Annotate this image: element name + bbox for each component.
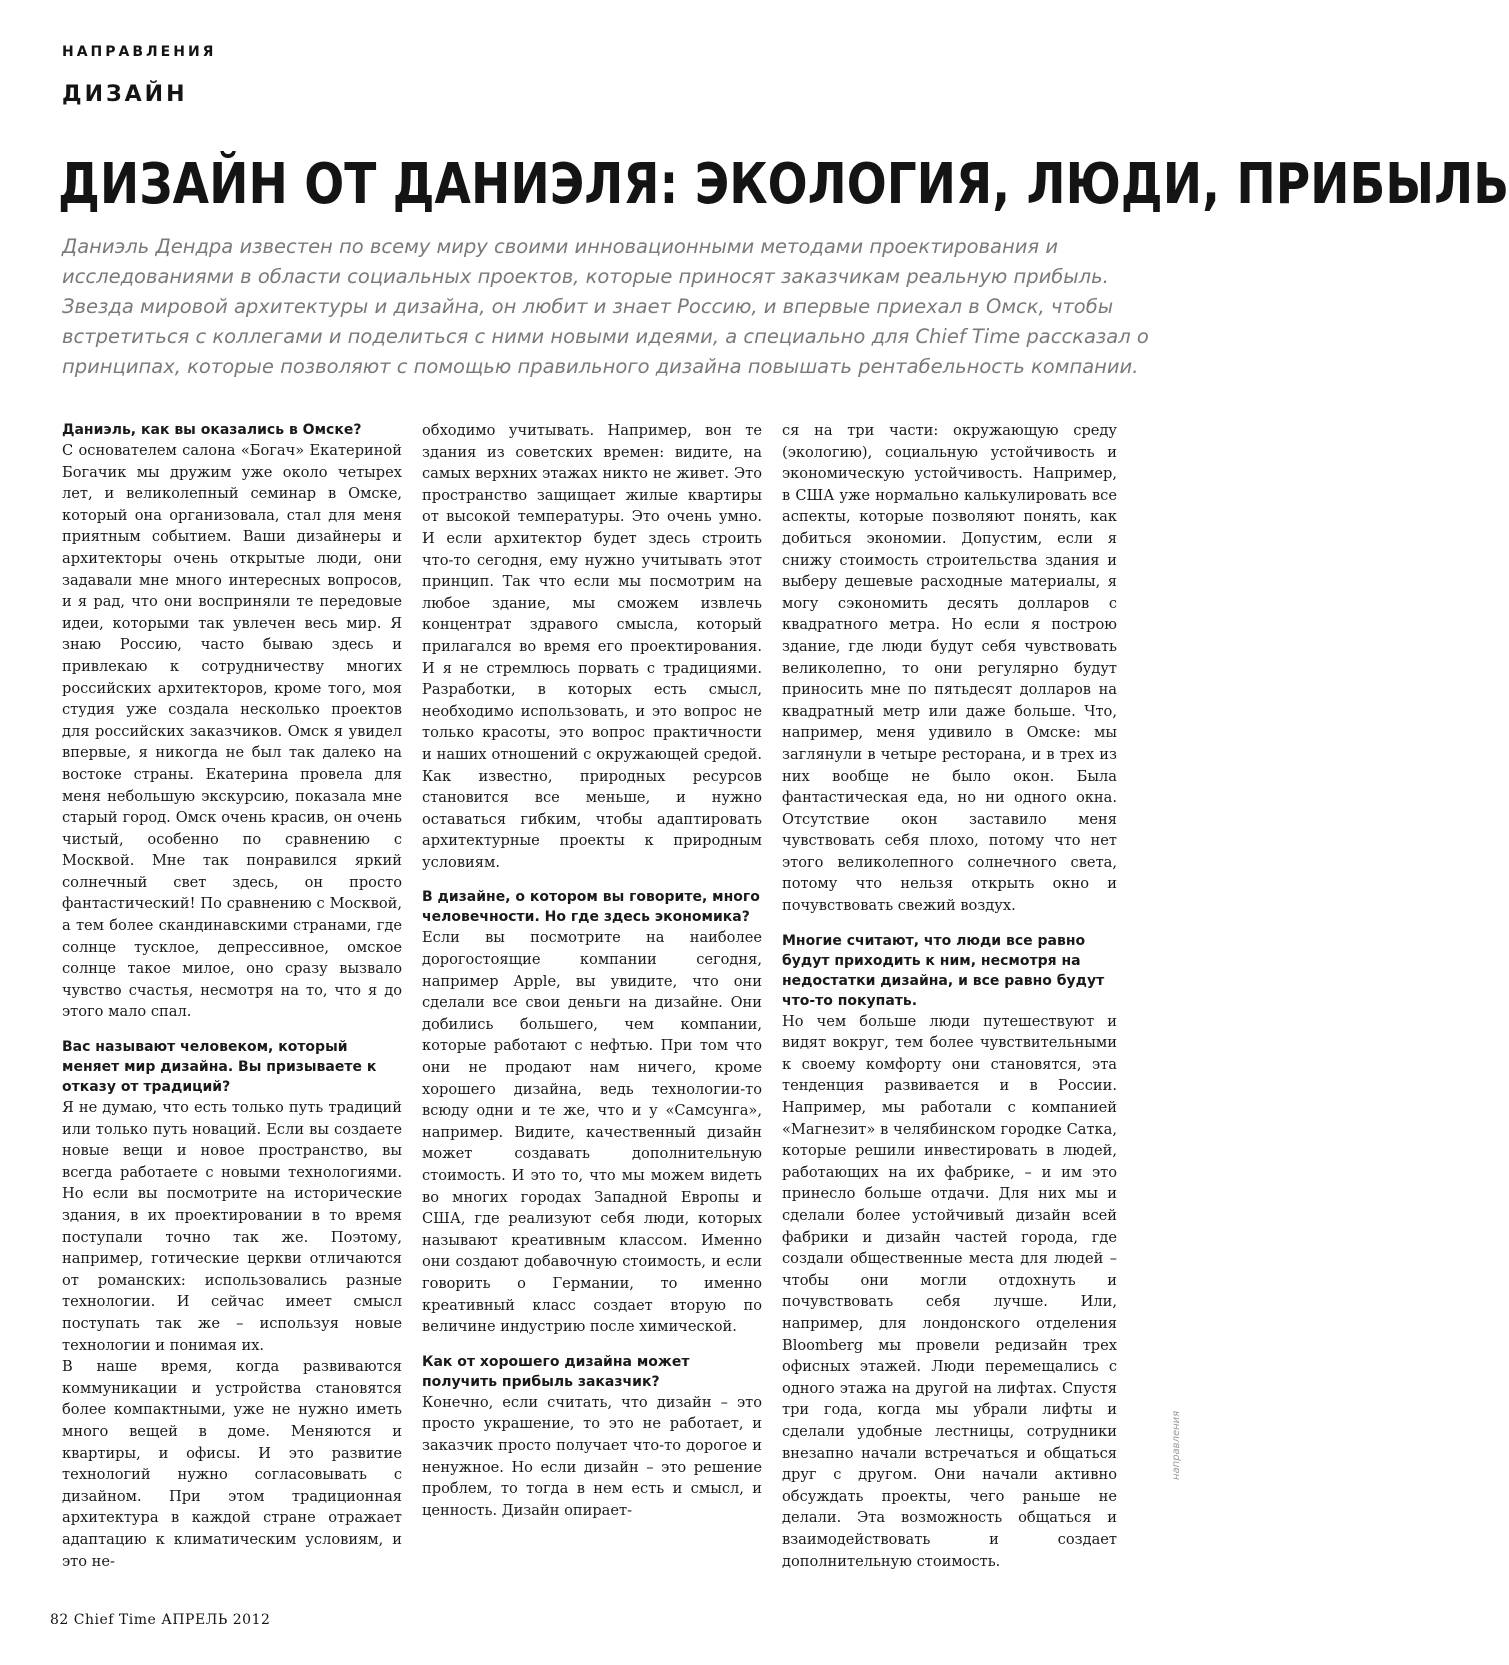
interview-answer: С основателем салона «Богач» Екатериной Богачик мы дружим уже около четырех лет, и великолепный семинар в Омске, который она организовала, стал для меня приятным событием. Ваши дизайнеры и архитекторы очень открытые люди, они задавали мне много интересных вопросов, и я рад, что они восприняли те передовые идеи, которыми так увлечен весь мир. Я знаю Россию, часто бываю здесь и привлекаю к сотрудничеству многих российских архитекторов, кроме того, моя студия уже создала несколько проектов для российских заказчиков. Омск я увидел впервые, я никогда не был так далеко на востоке страны. Екатерина провела для меня небольшую экскурсию, показала мне старый город. Омск очень красив, он очень чистый, особенно по сравнению с Москвой. Мне так понравился яркий солнечный свет здесь, он просто фантастический! По сравнению с Москвой, а тем более скандинавскими странами, где солнце тусклое, депрессивное, омское солнце такое милое, оно сразу вызвало чувство счастья, несмотря на то, что я до этого мало спал. [62,442,402,1021]
interview-answer: ся на три части: окружающую среду (экологию), социальную устойчивость и экономическую устойчивость. Например, в США уже нормально калькулировать все аспекты, которые позволяют понять, как добиться экономии. Допустим, если я снижу стоимость строительства здания и выберу дешевые расходные материалы, я могу сэкономить десять долларов с квадратного метра. Но если я построю здание, где люди будут себя чувствовать великолепно, то они регулярно будут приносить мне по пятьдесят долларов на квадратный метр или даже больше. Что, например, меня удивило в Омске: мы заглянули в четыре ресторана, и в трех из них вообще не было окон. Была фантастическая еда, но ни одного окна. Отсутствие окон заставило меня чувствовать себя плохо, потому что нет этого великолепного солнечного света, потому что нельзя открыть окно и почувствовать свежий воздух. [782,422,1117,915]
section-title: ДИЗАЙН [62,82,188,107]
interview-answer: В наше время, когда развиваются коммуникации и устройства становятся более компактными, уже не нужно иметь много вещей в доме. Меняются и квартиры, и офисы. И это развитие технологий нужно согласовывать с дизайном. При этом традиционная архитектура в каждой стране отражает адаптацию к климатическим условиям, и это не- [62,1358,402,1570]
issue-date: АПРЕЛЬ 2012 [161,1612,271,1628]
article-headline: ДИЗАЙН ОТ ДАНИЭЛЯ: ЭКОЛОГИЯ, ЛЮДИ, ПРИБЫЛЬ [58,152,1509,217]
interview-answer: Если вы посмотрите на наиболее дорогостоящие компании сегодня, например Apple, вы увидите, что они сделали все свои деньги на дизайне. Они добились большего, чем компании, которые работают с нефтью. При том что они не продают нам ничего, кроме хорошего дизайна, ведь технологии-то всюду одни и те же, что и у «Самсунга», например. Видите, качественный дизайн может создавать дополнительную стоимость. И это то, что мы можем видеть во многих городах Западной Европы и США, где реализуют себя люди, которых называют креативным классом. Именно они создают добавочную стоимость, и если говорить о Германии, то именно креативный класс создает вторую по величине индустрию после химической. [422,929,762,1336]
magazine-name: Chief Time [73,1612,157,1628]
interview-answer: Конечно, если считать, что дизайн – это просто украшение, то это не работает, и заказчик просто получает что-то дорогое и ненужное. Но если дизайн – это решение проблем, то тогда в нем есть и смысл, и ценность. Дизайн опирает- [422,1393,762,1519]
interview-answer: Но чем больше люди путешествуют и видят вокруг, тем более чувствительными к своему комфорту они становятся, эта тенденция развивается и в России. Например, мы работали с компанией «Магнезит» в челябинском городке Сатка, которые решили инвестировать в людей, работающих на их фабрике, – и им это принесло больше отдачи. Для них мы и сделали более устойчивый дизайн всей фабрики и дизайн частей города, где создали общественные места для людей – чтобы они могли отдохнуть и почувствовать себя лучше. Или, например, для лондонского отделения Bloomberg мы провели редизайн трех офисных этажей. Люди перемещались с одного этажа на другой на лифтах. Спустя три года, когда мы убрали лифты и сделали удобные лестницы, сотрудники внезапно начали встречаться и общаться друг с другом. Они начали активно обсуждать проекты, чего раньше не делали. Эта возможность общаться и взаимодействовать и создает дополнительную стоимость. [782,1012,1117,1570]
article-column-3 [782,420,1117,1572]
interview-answer: Я не думаю, что есть только путь традиций или только путь новаций. Если вы создаете новые вещи и новое пространство, вы всегда работаете с новыми технологиями. Но если вы посмотрите на исторические здания, в их проектировании в то время поступали точно так же. Поэтому, например, готические церкви отличаются от романских: использовались разные технологии. И сейчас имеет смысл поступать так же – используя новые технологии и понимая их. [62,1099,402,1354]
page-footer [50,1612,270,1628]
interview-question: Многие считают, что люди все равно будут приходить к ним, несмотря на недостатки дизайна, и все равно будут что-то покупать. [782,932,1105,1009]
interview-question: Даниэль, как вы оказались в Омске? [62,422,362,438]
article-column-2 [422,420,762,1521]
side-note: направления [1171,1410,1182,1480]
article-column-1 [62,420,402,1572]
interview-question: В дизайне, о котором вы говорите, много человечности. Но где здесь экономика? [422,889,760,926]
section-kicker: НАПРАВЛЕНИЯ [62,44,217,60]
article-lead: Даниэль Дендра известен по всему миру своими инновационными методами проектирования и исследованиями в области социальных проектов, которые приносят заказчикам реальную прибыль. Звезда мировой архитектуры и дизайна, он любит и знает Россию, и впервые приехал в Омск, чтобы встретиться с коллегами и поделиться с ними новыми идеями, а специально для Chief Time рассказал о принципах, которые позволяют с помощью правильного дизайна повышать рентабельность компании. [62,235,1149,378]
interview-question: Как от хорошего дизайна может получить прибыль заказчик? [422,1353,690,1390]
page-number: 82 [50,1612,69,1628]
interview-question: Вас называют человеком, который меняет мир дизайна. Вы призываете к отказу от традиций? [62,1039,377,1096]
interview-answer: обходимо учитывать. Например, вон те здания из советских времен: видите, на самых верхних этажах никто не живет. Это пространство защищает жилые квартиры от высокой температуры. Это очень умно. И если архитектор будет здесь строить что-то сегодня, ему нужно учитывать этот принцип. Так что если мы посмотрим на любое здание, мы сможем извлечь концентрат здравого смысла, который прилагался во время его проектирования. И я не стремлюсь порвать с традициями. Разработки, в которых есть смысл, необходимо использовать, и это вопрос не только красоты, это вопрос практичности и наших отношений с окружающей средой. Как известно, природных ресурсов становится все меньше, и нужно оставаться гибким, чтобы адаптировать архитектурные проекты к природным условиям. [422,422,762,871]
